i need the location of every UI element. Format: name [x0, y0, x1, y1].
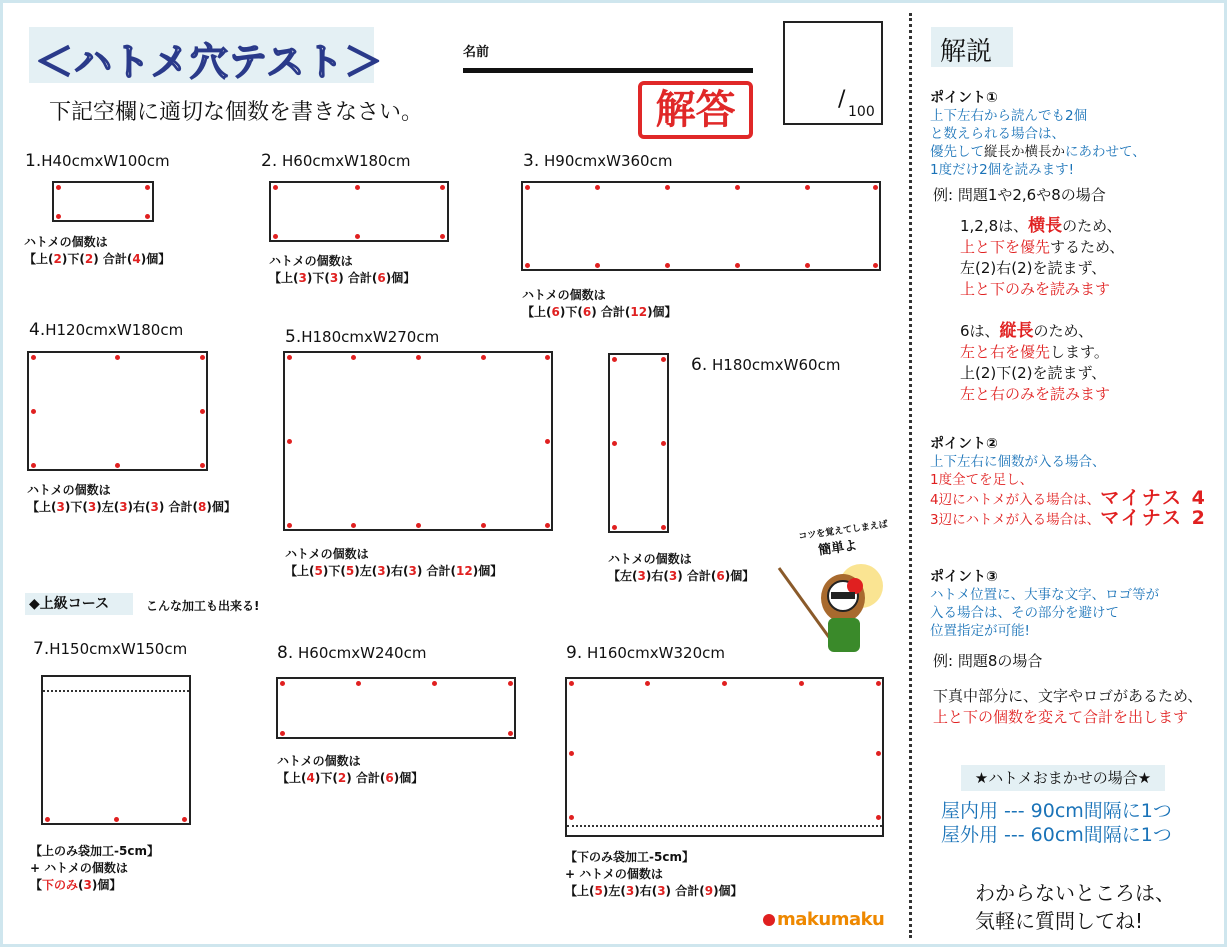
answer-text: ) 合計( [677, 569, 717, 583]
answer-text: )個】 [91, 878, 122, 892]
answer-line [24, 251, 170, 268]
answer-line [565, 849, 743, 866]
grommet-dot [355, 185, 360, 190]
answer-value: 12 [456, 564, 473, 578]
grommet-dot [799, 681, 804, 686]
answer-value: 2 [53, 252, 62, 266]
name-label: 名前 [463, 45, 490, 60]
question-2-answer [269, 253, 415, 287]
grommet-dot [661, 525, 666, 530]
answer-value: 3 [637, 569, 646, 583]
answer-text: 【上( [277, 771, 307, 785]
mascot-speech-big: 簡単よ [817, 538, 859, 559]
answer-value: 2 [84, 252, 94, 266]
grommet-dot [145, 185, 150, 190]
mascot-logo-badge [847, 578, 863, 594]
explanation-line [930, 489, 1207, 509]
question-4-title: 4.H120cmxW180cm [29, 320, 184, 340]
explanation-line [930, 604, 1159, 622]
answer-line [269, 253, 415, 270]
omakase-heading: ★ハトメおまかせの場合★ [961, 765, 1165, 791]
answer-text: )個】 [385, 271, 416, 285]
explanation-line [930, 143, 1146, 161]
question-8-answer [277, 753, 423, 787]
explanation-text: 例: 問題1や2,6や8の場合 [933, 186, 1106, 204]
answer-line [30, 860, 159, 877]
explanation-line [930, 107, 1146, 125]
answer-text: ハトメの個数は [27, 483, 111, 497]
grommet-dot [545, 439, 550, 444]
section-divider [909, 13, 912, 938]
point-2 [930, 433, 1207, 529]
point-1 [930, 87, 1146, 179]
answer-text: )個】 [724, 569, 755, 583]
grommet-dot [416, 523, 421, 528]
explanation-line [930, 161, 1146, 179]
explanation-line [933, 707, 1202, 728]
grommet-dot [31, 463, 36, 468]
explanation-text: 入る場合は、その部分を避けて [930, 605, 1119, 621]
explanation-line [933, 686, 1202, 707]
grommet-dot [115, 355, 120, 360]
explanation-text: 6は、 [960, 322, 1000, 340]
explanation-text: 縦長か横長か [984, 144, 1065, 160]
answer-text: ) 合計( [93, 252, 133, 266]
question-1-title: 1.H40cmxW100cm [25, 151, 170, 171]
answer-text: 【上( [24, 252, 54, 266]
answer-text: )左( [602, 884, 626, 898]
grommet-dot [735, 263, 740, 268]
answer-line [285, 546, 502, 563]
answer-value: 9 [704, 884, 714, 898]
grommet-dot [508, 681, 513, 686]
question-3-title: 3. H90cmxW360cm [523, 151, 673, 171]
answer-text: 【上( [269, 271, 299, 285]
explanation-text: ポイント① [930, 90, 998, 106]
answer-text: )個】 [206, 500, 236, 514]
pocket-fold-line [43, 690, 189, 692]
question-7-answer [30, 843, 159, 894]
explanation-text: 4辺にハトメが入る場合は、 [930, 492, 1101, 508]
grommet-dot [273, 234, 278, 239]
answer-text: )下( [306, 271, 330, 285]
answer-text: )下( [61, 252, 85, 266]
grommet-dot [595, 185, 600, 190]
answer-text: )右( [634, 884, 658, 898]
answer-text: )下( [322, 564, 346, 578]
answer-text: )個】 [713, 884, 743, 898]
grommet-dot [569, 751, 574, 756]
sidebar-title: 解説 [940, 37, 993, 67]
page-title: ＜ハトメ穴テスト＞ [35, 40, 384, 84]
grommet-dot [661, 357, 666, 362]
answer-text: )個】 [647, 305, 677, 319]
answer-text: )左( [354, 564, 378, 578]
grommet-dot [287, 439, 292, 444]
point-3-example-heading [933, 651, 1042, 672]
answer-text: + ハトメの個数は [30, 861, 128, 875]
explanation-text: にあわせて、 [1065, 144, 1146, 160]
answer-value: 2 [337, 771, 347, 785]
grommet-dot [440, 234, 445, 239]
banner-diagram-2 [269, 181, 449, 242]
explanation-text: 横長 [1028, 216, 1063, 236]
grommet-dot [876, 815, 881, 820]
question-9-answer [565, 849, 743, 900]
answer-text: 【 [30, 878, 43, 892]
answer-value: 3 [83, 878, 92, 892]
answer-value: 12 [630, 305, 648, 319]
answer-value: 3 [668, 569, 678, 583]
explanation-text: 左と右を優先 [960, 343, 1051, 361]
grommet-dot [200, 463, 205, 468]
grommet-dot [595, 263, 600, 268]
answer-text: ) 合計( [346, 771, 386, 785]
grommet-dot [115, 463, 120, 468]
grommet-dot [645, 681, 650, 686]
explanation-text: 例: 問題8の場合 [933, 652, 1043, 670]
grommet-dot [432, 681, 437, 686]
makumaku-logo: makumaku [763, 909, 884, 930]
mascot-jacket [828, 618, 860, 652]
score-slash: / [838, 87, 846, 112]
answer-line [277, 753, 423, 770]
answer-value: 4 [306, 771, 315, 785]
explanation-text: のため、 [1062, 217, 1122, 235]
answer-value: 6 [551, 305, 560, 319]
answer-text: )左( [96, 500, 120, 514]
explanation-text: 1度だけ2個を読みます! [930, 162, 1075, 178]
explanation-line [930, 509, 1207, 529]
explanation-line [960, 321, 1110, 342]
explanation-text: 上下左右から読んでも2個 [930, 108, 1088, 124]
answer-value: 6 [377, 271, 386, 285]
answer-value: 3 [329, 271, 339, 285]
explanation-text: ハトメ位置に、大事な文字、ロゴ等が [930, 587, 1160, 603]
instruction-text: 下記空欄に適切な個数を書きなさい。 [49, 100, 424, 125]
banner-diagram-3 [521, 181, 881, 271]
grommet-dot [114, 817, 119, 822]
explanation-text: 優先して [930, 144, 984, 160]
grommet-dot [481, 523, 486, 528]
answer-value: 3 [87, 500, 97, 514]
grommet-dot [661, 441, 666, 446]
answer-text: ハトメの個数は [522, 288, 606, 302]
answer-text: )右( [645, 569, 669, 583]
banner-diagram-8 [276, 677, 516, 739]
explanation-text: 上と下を優先 [960, 238, 1051, 256]
answer-stamp: 解答 [638, 81, 753, 139]
answer-line [608, 568, 754, 585]
explanation-text: 縦長 [999, 321, 1034, 341]
explanation-text: するため、 [1050, 238, 1125, 256]
answer-text: )下( [314, 771, 338, 785]
explanation-text: 1,2,8は、 [960, 217, 1029, 235]
explanation-text: 上(2)下(2)を読まず、 [960, 364, 1107, 382]
answer-line [608, 551, 754, 568]
banner-diagram-9 [565, 677, 884, 837]
grommet-dot [355, 234, 360, 239]
grommet-dot [440, 185, 445, 190]
grommet-dot [56, 214, 61, 219]
answer-value: 3 [408, 564, 417, 578]
explanation-text: 上と下の個数を変えて合計を出します [933, 708, 1189, 726]
grommet-dot [612, 525, 617, 530]
explanation-text: 位置指定が可能! [930, 623, 1030, 639]
answer-line [522, 304, 677, 321]
grommet-dot [280, 681, 285, 686]
grommet-dot [545, 355, 550, 360]
explanation-text: します。 [1050, 343, 1109, 361]
explanation-text: 3辺にハトメが入る場合は、 [930, 512, 1101, 528]
answer-text: ハトメの個数は [277, 754, 361, 768]
answer-text: )下( [64, 500, 88, 514]
grommet-dot [876, 681, 881, 686]
answer-line [27, 482, 236, 499]
explanation-text: マイナス 4 [1100, 487, 1207, 509]
grommet-dot [56, 185, 61, 190]
answer-line [269, 270, 415, 287]
point-3-explanation [933, 686, 1202, 728]
answer-line [24, 234, 170, 251]
grommet-dot [182, 817, 187, 822]
explanation-text: ポイント③ [930, 569, 998, 585]
answer-value: 3 [56, 500, 65, 514]
mascot-illustration [773, 558, 888, 658]
banner-diagram-7 [41, 675, 191, 825]
answer-value: 5 [314, 564, 323, 578]
name-underline [463, 68, 753, 73]
point-3 [930, 566, 1159, 640]
grommet-dot [873, 185, 878, 190]
grommet-dot [31, 409, 36, 414]
explanation-text: のため、 [1033, 322, 1093, 340]
grommet-dot [805, 185, 810, 190]
answer-value: 6 [716, 569, 725, 583]
answer-line [277, 770, 423, 787]
closing-line-2: 気軽に質問してね! [975, 909, 1144, 933]
explanation-text: と数えられる場合は、 [930, 126, 1065, 142]
answer-value: 3 [625, 884, 635, 898]
grommet-dot [280, 731, 285, 736]
question-8-title: 8. H60cmxW240cm [277, 643, 427, 663]
banner-diagram-1 [52, 181, 154, 222]
explanation-line [930, 586, 1159, 604]
grommet-dot [569, 815, 574, 820]
grommet-dot [665, 185, 670, 190]
answer-text: )右( [127, 500, 151, 514]
answer-line [285, 563, 502, 580]
answer-text: ハトメの個数は [285, 547, 369, 561]
grommet-dot [287, 355, 292, 360]
answer-text: + ハトメの個数は [565, 867, 663, 881]
grommet-dot [569, 681, 574, 686]
explanation-text: 左(2)右(2)を読まず、 [960, 259, 1107, 277]
answer-value: 3 [150, 500, 159, 514]
grommet-dot [481, 355, 486, 360]
explanation-text: 上と下のみを読みます [960, 280, 1111, 298]
explanation-line [960, 279, 1124, 300]
grommet-dot [508, 731, 513, 736]
answer-line [522, 287, 677, 304]
answer-text: )個】 [472, 564, 503, 578]
answer-line [565, 866, 743, 883]
explanation-line [930, 433, 1207, 453]
answer-text: ) 合計( [416, 564, 457, 578]
answer-text: ハトメの個数は [608, 552, 692, 566]
mascot-speech-small: コツを覚えてしまえば [797, 519, 889, 543]
answer-text: 【左( [608, 569, 638, 583]
grommet-dot [612, 441, 617, 446]
explanation-line [960, 342, 1110, 363]
grommet-dot [356, 681, 361, 686]
question-5-title: 5.H180cmxW270cm [285, 327, 440, 347]
answer-text: 【上( [522, 305, 552, 319]
grommet-dot [665, 263, 670, 268]
indoor-interval: 屋内用 --- 90cm間隔に1つ [941, 800, 1172, 822]
banner-diagram-6 [608, 353, 669, 533]
grommet-dot [612, 357, 617, 362]
explanation-text: ポイント② [930, 436, 998, 452]
answer-text: 【上( [285, 564, 315, 578]
question-9-title: 9. H160cmxW320cm [566, 643, 725, 663]
answer-value: 8 [198, 500, 207, 514]
explanation-text: 1度全てを足し、 [930, 472, 1034, 488]
closing-line-1: わからないところは、 [975, 881, 1175, 905]
explanation-line [930, 125, 1146, 143]
question-2-title: 2. H60cmxW180cm [261, 151, 411, 171]
explanation-text: 上下左右に個数が入る場合、 [930, 454, 1106, 470]
point-1-example-heading [933, 185, 1106, 206]
explanation-line [933, 185, 1106, 206]
question-7-title: 7.H150cmxW150cm [33, 639, 188, 659]
answer-value: 3 [377, 564, 386, 578]
grommet-dot [200, 409, 205, 414]
explanation-line [960, 237, 1124, 258]
answer-value: 4 [132, 252, 141, 266]
answer-line [565, 883, 743, 900]
grommet-dot [45, 817, 50, 822]
question-4-answer [27, 482, 236, 516]
grommet-dot [545, 523, 550, 528]
answer-text: ) 合計( [158, 500, 199, 514]
advanced-course-label: ◆上級コース [25, 593, 133, 615]
answer-line [27, 499, 236, 516]
question-5-answer [285, 546, 502, 580]
answer-text: ハトメの個数は [24, 235, 108, 249]
outdoor-interval: 屋外用 --- 60cm間隔に1つ [941, 824, 1172, 846]
explanation-text: 左と右のみを読みます [960, 385, 1111, 403]
answer-value: 6 [582, 305, 592, 319]
explanation-line [930, 566, 1159, 586]
advanced-course-subtitle: こんな加工も出来る! [146, 599, 260, 613]
pocket-fold-line [567, 825, 882, 827]
mascot-sunglasses [831, 592, 855, 599]
answer-text: 【上のみ袋加工-5cm】 [30, 844, 159, 858]
grommet-dot [735, 185, 740, 190]
explanation-text: 下真中部分に、文字やロゴがあるため、 [933, 687, 1203, 705]
grommet-dot [273, 185, 278, 190]
question-1-answer [24, 234, 170, 268]
grommet-dot [31, 355, 36, 360]
grommet-dot [200, 355, 205, 360]
answer-text: ハトメの個数は [269, 254, 353, 268]
answer-value: 下のみ [42, 878, 79, 892]
grommet-dot [805, 263, 810, 268]
grommet-dot [287, 523, 292, 528]
answer-text: 【上( [27, 500, 57, 514]
explanation-line [960, 258, 1124, 279]
answer-text: ) 合計( [665, 884, 705, 898]
explanation-line [930, 453, 1207, 471]
answer-text: 【上( [565, 884, 595, 898]
grommet-dot [351, 523, 356, 528]
question-6-title: 6. H180cmxW60cm [691, 355, 841, 375]
explanation-line [960, 384, 1110, 405]
explanation-line [960, 216, 1124, 237]
answer-text: ( [78, 878, 84, 892]
explanation-line [933, 651, 1042, 672]
explanation-text: マイナス 2 [1100, 507, 1207, 529]
grommet-dot [525, 185, 530, 190]
answer-line [30, 877, 159, 894]
answer-text: ) 合計( [591, 305, 631, 319]
answer-text: )右( [385, 564, 409, 578]
answer-text: )個】 [393, 771, 424, 785]
question-6-answer [608, 551, 754, 585]
answer-text: )下( [559, 305, 583, 319]
banner-diagram-5 [283, 351, 553, 531]
answer-text: ) 合計( [338, 271, 378, 285]
grommet-dot [351, 355, 356, 360]
grommet-dot [876, 751, 881, 756]
grommet-dot [873, 263, 878, 268]
answer-value: 5 [594, 884, 603, 898]
explanation-line [930, 622, 1159, 640]
answer-text: 【下のみ袋加工-5cm】 [565, 850, 694, 864]
explanation-line [960, 363, 1110, 384]
answer-value: 6 [385, 771, 394, 785]
banner-diagram-4 [27, 351, 208, 471]
answer-value: 3 [657, 884, 666, 898]
question-3-answer [522, 287, 677, 321]
grommet-dot [145, 214, 150, 219]
point-1-vertical-example [960, 321, 1110, 405]
grommet-dot [525, 263, 530, 268]
logo-mark-icon [763, 914, 775, 926]
answer-line [30, 843, 159, 860]
explanation-line [930, 87, 1146, 107]
answer-value: 3 [298, 271, 307, 285]
answer-text: )個】 [140, 252, 171, 266]
answer-value: 5 [345, 564, 355, 578]
grommet-dot [416, 355, 421, 360]
score-total: 100 [848, 104, 875, 120]
answer-value: 3 [119, 500, 128, 514]
grommet-dot [722, 681, 727, 686]
point-1-horizontal-example [960, 216, 1124, 300]
